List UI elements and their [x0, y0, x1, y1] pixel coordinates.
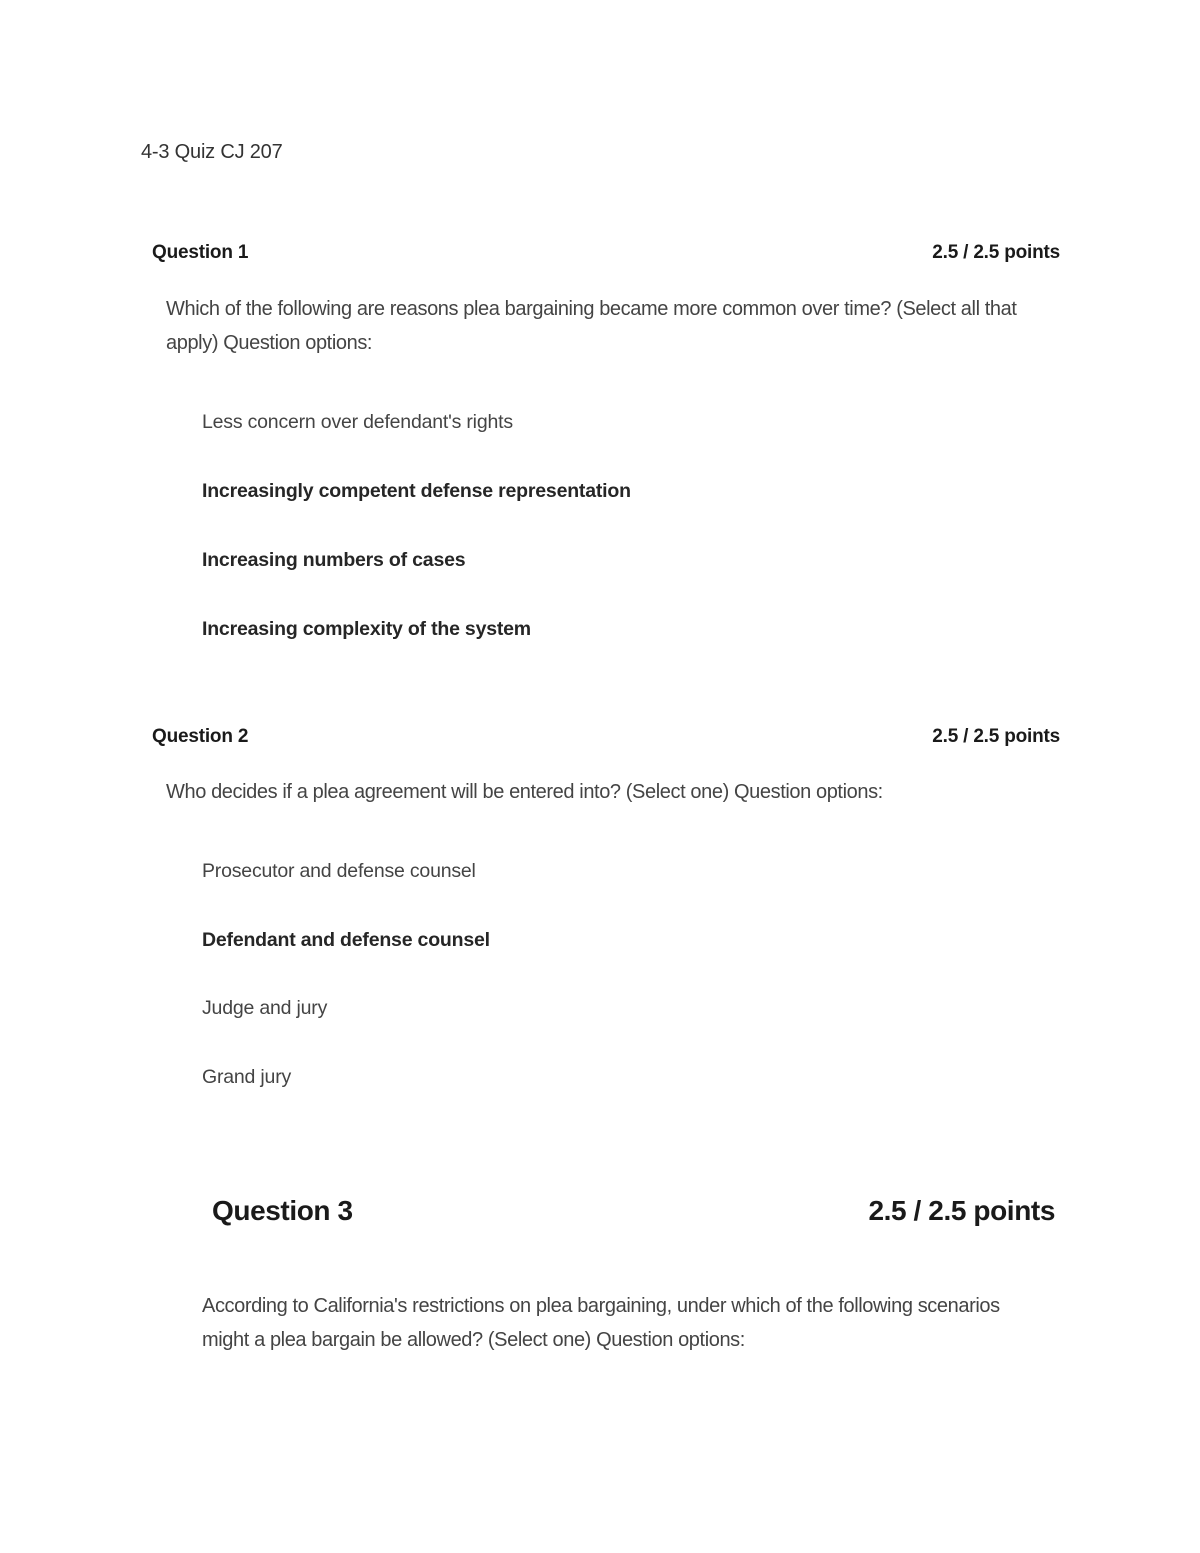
question-prompt: According to California's restrictions on plea bargaining, under which of the following scenarios might a plea bargain be allowed? (Select one) Question options: [202, 1295, 1000, 1351]
answer-option-selected: Increasingly competent defense representation [202, 480, 631, 502]
question-points: 2.5 / 2.5 points [868, 1195, 1055, 1226]
question-prompt: Which of the following are reasons plea bargaining became more common over time? (Select all that apply) Question options: [166, 298, 1017, 354]
question-points: 2.5 / 2.5 points [932, 726, 1060, 747]
answer-option: Grand jury [202, 1066, 292, 1088]
answer-option: Judge and jury [202, 997, 328, 1019]
question-prompt: Who decides if a plea agreement will be entered into? (Select one) Question options: [166, 781, 883, 803]
answer-option: Less concern over defendant's rights [202, 411, 513, 433]
answer-option-selected: Defendant and defense counsel [202, 929, 490, 951]
question-points: 2.5 / 2.5 points [932, 242, 1060, 263]
answer-option-selected: Increasing numbers of cases [202, 549, 466, 571]
question-heading: Question 1 [152, 242, 249, 263]
answer-option-selected: Increasing complexity of the system [202, 618, 531, 640]
document-title: 4-3 Quiz CJ 207 [141, 141, 283, 163]
question-heading: Question 2 [152, 726, 249, 747]
answer-option: Prosecutor and defense counsel [202, 860, 476, 882]
question-heading: Question 3 [212, 1195, 353, 1226]
